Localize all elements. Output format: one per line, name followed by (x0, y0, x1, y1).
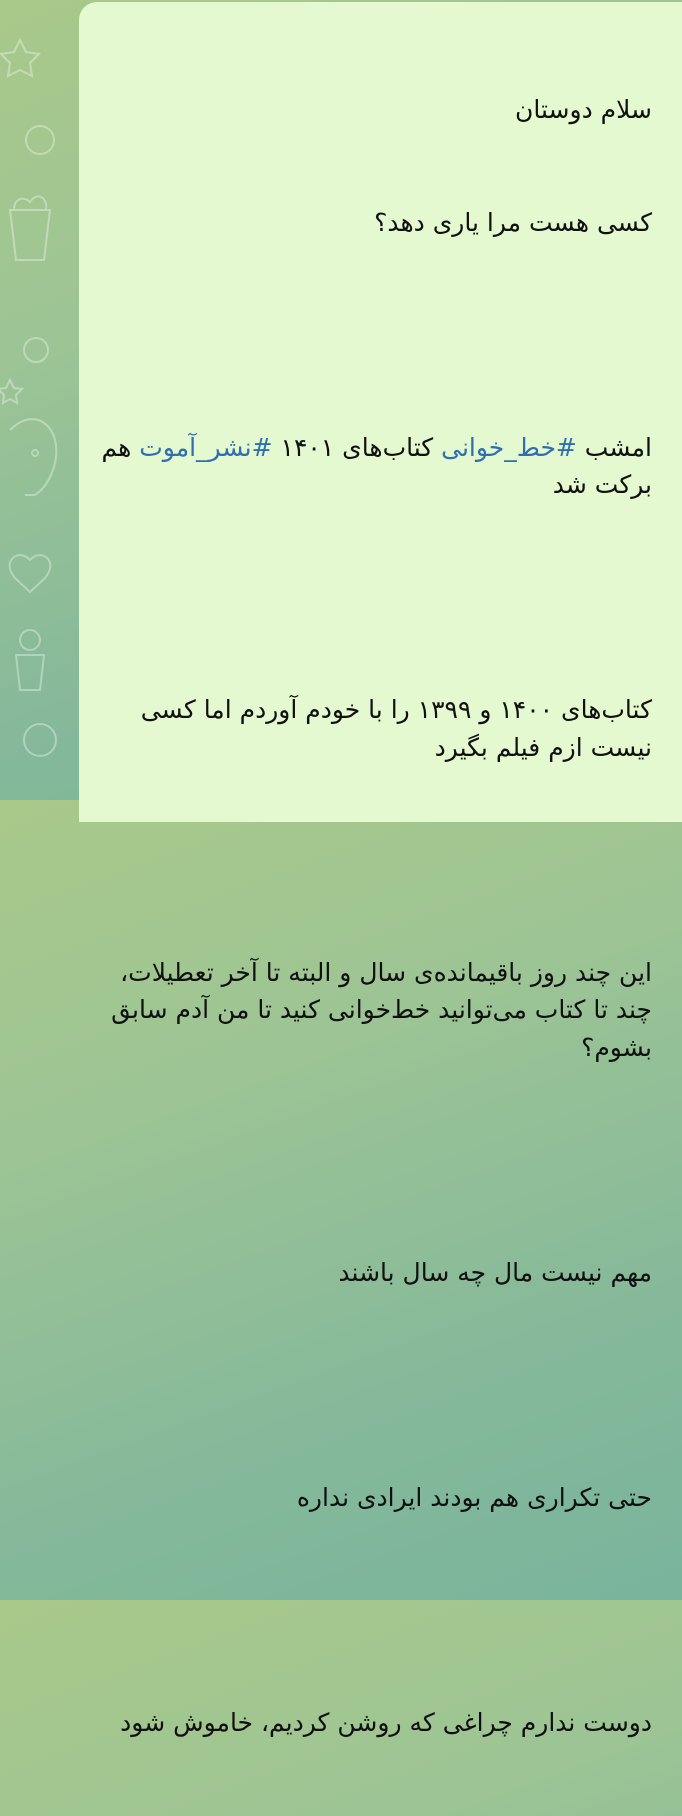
dinosaur-doodle-icon (10, 419, 56, 495)
star-small-doodle-icon (0, 380, 22, 403)
paragraph-3: کتاب‌های ۱۴۰۰ و ۱۳۹۹ را با خودم آوردم اما کسی نیست ازم فیلم بگیرد (132, 695, 652, 762)
p2-middle: کتاب‌های ۱۴۰۱ (272, 432, 442, 462)
hashtag-link[interactable]: #خط_خوانی (441, 432, 577, 462)
blank-line (101, 841, 652, 879)
gingerbread-doodle-icon (16, 630, 44, 690)
p2-prefix: امشب (576, 432, 652, 462)
popcorn-doodle-icon (10, 196, 50, 260)
mushroom-doodle-icon (24, 338, 48, 362)
blank-line (101, 1366, 652, 1404)
ask-help-line: کسی هست مرا یاری دهد؟ (374, 207, 652, 237)
hashtag-link[interactable]: #نشر_آموت (139, 432, 273, 462)
paragraph-7: دوست ندارم چراغی که روشن کردیم، خاموش شود (120, 1707, 652, 1737)
blank-line (101, 1141, 652, 1179)
paragraph-4: این چند روز باقیمانده‌ی سال و البته تا آخر تعطیلات، چند تا کتاب می‌توانید خط‌خوانی کنید تا من آدم سابق بشوم؟ (103, 957, 652, 1062)
paragraph-5: مهم نیست مال چه سال باشند (338, 1257, 652, 1287)
paragraph-6: حتی تکراری هم بودند ایرادی نداره (296, 1482, 652, 1512)
message-bubble[interactable] (79, 2, 682, 1737)
bubble-doodle-icon (26, 126, 54, 154)
heart-doodle-icon (10, 555, 51, 592)
paragraph-hashtags (93, 429, 652, 504)
blank-line (101, 1591, 652, 1629)
p2-suffix: هم برکت شد (93, 432, 652, 499)
blank-line (101, 579, 652, 617)
message-text (93, 16, 652, 1816)
greeting-line: سلام دوستان (515, 95, 652, 124)
circle-doodle-icon (24, 724, 56, 756)
blank-line (101, 316, 652, 354)
star-doodle-icon (1, 40, 39, 76)
